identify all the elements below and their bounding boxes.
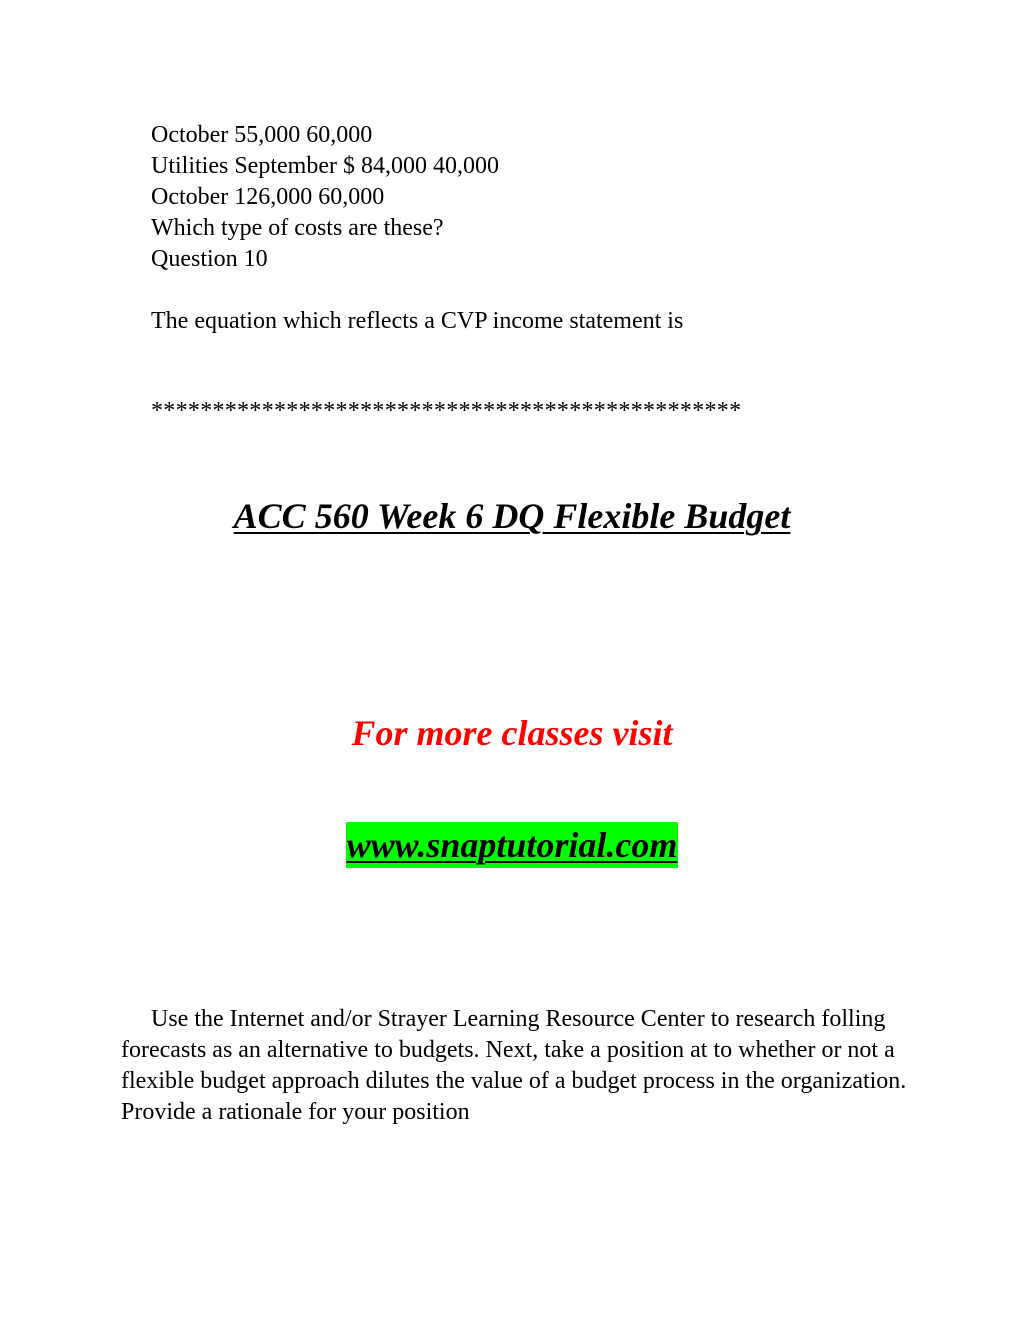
page-title: ACC 560 Week 6 DQ Flexible Budget [233, 496, 791, 536]
separator-line: ************************************************ [151, 398, 742, 424]
table-line-utilities-september: Utilities September $ 84,000 40,000 [151, 153, 499, 179]
question-text: The equation which reflects a CVP income statement is [151, 308, 684, 334]
website-link[interactable]: www.snaptutorial.com [346, 822, 679, 868]
question-cost-type: Which type of costs are these? [151, 215, 444, 241]
promo-text: For more classes visit [351, 713, 673, 753]
body-paragraph: Use the Internet and/or Strayer Learning Resource Center to research folling forecasts as an alternative to budgets. Next, take a position at to whether or not a flexible budget approach dilutes the value of a budget process in the organization. Provide a rationale for your position [121, 1006, 907, 1125]
url-container [0, 822, 1024, 868]
question-number: Question 10 [151, 246, 268, 272]
table-line-october-2: October 126,000 60,000 [151, 184, 385, 210]
table-line-october-1: October 55,000 60,000 [151, 122, 373, 148]
